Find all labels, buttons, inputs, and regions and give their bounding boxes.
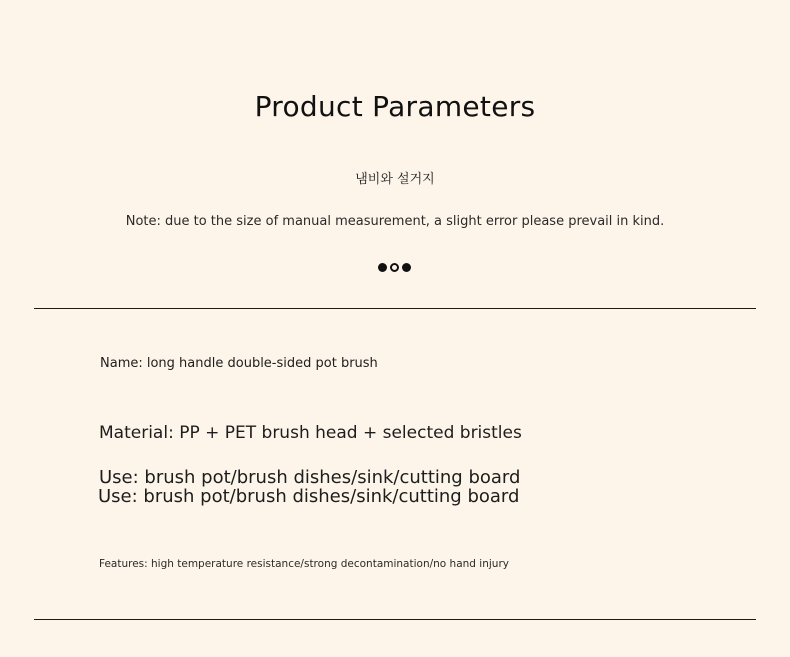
- bottom-divider: [34, 619, 756, 620]
- filled-dot-icon: [378, 263, 387, 272]
- hollow-dot-icon: [390, 263, 399, 272]
- product-use: Use: brush pot/brush dishes/sink/cutting board: [98, 486, 520, 507]
- decorative-dots: [378, 263, 411, 272]
- measurement-note: Note: due to the size of manual measurement, a slight error please prevail in kind.: [125, 214, 665, 229]
- overlapping-text-fragment-text: Use: brush pot/brush dishes/sink/cutting board: [99, 467, 521, 488]
- product-material: Material: PP + PET brush head + selected bristles: [99, 423, 522, 443]
- top-divider: [34, 308, 756, 309]
- page-title: Product Parameters: [254, 90, 536, 123]
- korean-subtitle: 냄비와 설거지: [355, 172, 435, 187]
- product-features: Features: high temperature resistance/strong decontamination/no hand injury: [99, 558, 509, 570]
- product-name: Name: long handle double-sided pot brush: [100, 356, 378, 371]
- overlapping-text-fragment: [99, 467, 529, 488]
- filled-dot-icon: [402, 263, 411, 272]
